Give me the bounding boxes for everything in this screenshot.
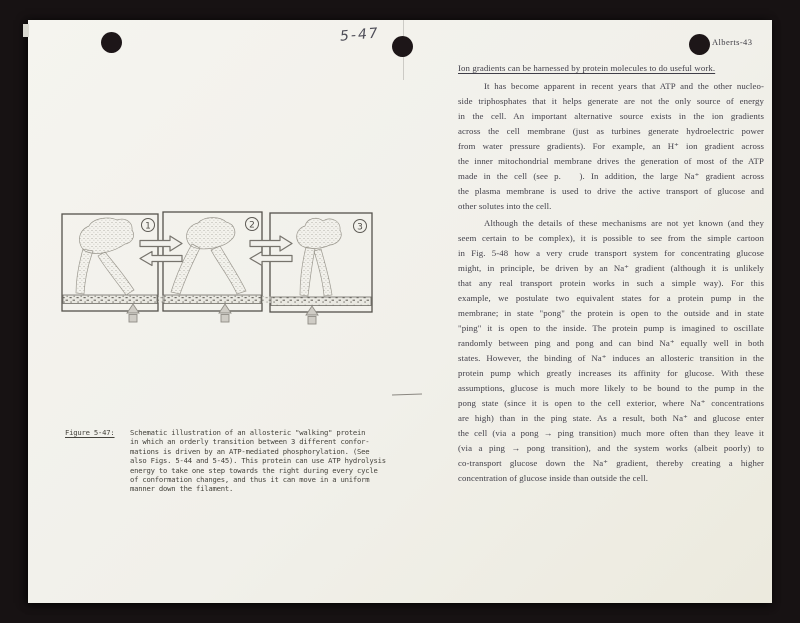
transition-arrow-left-2-3 [250,252,292,266]
text-line: might, in principle, be driven by an Na⁺ gradient (although it is unlikely [458,263,764,273]
page-edge-tab [23,24,29,37]
section-heading: Ion gradients can be harnessed by protein molecules to do useful work. [458,63,716,73]
position-marker-3 [306,306,318,324]
text-line: made in the cell (see p. ). In addition, the large Na⁺ gradient across [458,171,764,181]
caption-line: in which an orderly transition between 3 different confor- [130,437,370,447]
caption-line: mations is driven by an ATP-mediated phosphorylation. (See [130,446,370,456]
panel-number-1: 1 [145,221,151,232]
text-line: in the cell. An important alternative source exists in the ion gradients [458,111,764,121]
filament-band-1 [63,295,157,304]
handwritten-figure-number: 5-47 [339,25,381,45]
text-line: are high) than in the ping state. As a result, both Na⁺ and glucose enter [458,413,764,423]
transition-arrow-left-1-2 [140,252,182,266]
figure-caption-label: Figure 5-47: [65,428,115,437]
text-line: pong state (since it is open to the cell exterior, where Na⁺ concentrations [458,398,764,408]
caption-line: Schematic illustration of an allosteric "walking" protein [130,428,366,437]
position-marker-2 [219,304,231,322]
paragraph [458,216,764,486]
filament-band-2 [164,295,261,304]
transition-arrow-right-2-3 [250,236,292,251]
figure-panel-3 [270,213,372,324]
text-line: co-transport glucose down the Na⁺ gradient, thereby creating a higher [458,458,764,468]
text-line: (via a ping → pong transition), and the system works (albeit poorly) to [458,443,764,453]
text-line: in Fig. 5-48 how a very crude transport system for concentrating glucose [458,248,764,258]
hole-punch-left [101,32,122,53]
text-line: the plasma membrane is used to drive the active transport of glucose and [458,186,764,196]
caption-line: of conformation changes, and thus it can move in a uniform [130,475,370,485]
pencil-mark [392,393,422,395]
caption-line: energy to take one step towards the right during every cycle [130,465,378,475]
text-line: across the cell membrane (just as turbines generate hydroelectric power [458,126,764,136]
text-line: states. However, the binding of Na⁺ induces an allosteric transition in the [458,353,764,363]
figure-5-47-illustration [55,205,385,340]
text-line: other solutes into the cell. [458,201,552,211]
text-line: membrane; in state "pong" the protein is open to the outside and in state [458,308,764,318]
text-line: It has become apparent in recent years that ATP and the other nucleo- [484,81,764,91]
text-line: example, we postulate two equivalent states for a protein pump in the [458,293,764,303]
position-marker-1 [127,304,139,322]
protein-conformation-3 [297,218,342,296]
protein-conformation-1 [76,218,134,295]
paragraph [458,79,764,214]
text-line: assumptions, glucose is much more likely to be bound to the pump in the [458,383,764,393]
text-line: the cell (via a pong → ping transition) much more often than they leave it [458,428,764,438]
figure-panel-1 [62,214,158,322]
filament-band-3 [271,297,371,306]
filament-gap-2 [262,296,271,303]
text-line: seem certain to be complex), it is possible to see from the simple cartoon [458,233,764,243]
figure-caption-text [130,428,406,494]
text-line: from water pressure gradients). For example, an H⁺ ion gradient across [458,141,764,151]
text-line: protein pump which greatly increases its affinity for glucose. With these [458,368,764,378]
caption-line: manner down the filament. [130,484,234,494]
text-line: "ping" it is open to the inside. The protein pump is imagined to oscillate [458,323,764,333]
text-line: that any real transport protein works in such a simple way). For this [458,278,764,288]
text-line: concentration of glucose inside than outside the cell. [458,473,649,483]
text-line: Although the details of these mechanisms are not yet known (and they [484,218,764,228]
panel-number-3: 3 [357,222,363,233]
text-line: side triphosphates that it helps generate are not the only source of energy [458,96,764,106]
filament-gap-1 [158,296,164,303]
panel-number-2: 2 [249,220,255,231]
text-line: randomly between ping and pong and can bind Na⁺ equally well in both [458,338,764,348]
document-page [28,20,772,603]
article-paragraphs [458,79,764,486]
page-header-label: Alberts-43 [712,37,753,47]
caption-line: also Figs. 5-44 and 5-45). This protein can use ATP hydrolysis [130,456,386,466]
hole-punch-right [689,34,710,55]
text-line: the inner mitochondrial membrane drives the generation of most of the ATP [458,156,764,166]
figure-panel-2 [163,212,262,322]
article-text-column [458,61,764,486]
transition-arrow-right-1-2 [140,236,182,251]
hole-punch-center [392,36,413,57]
